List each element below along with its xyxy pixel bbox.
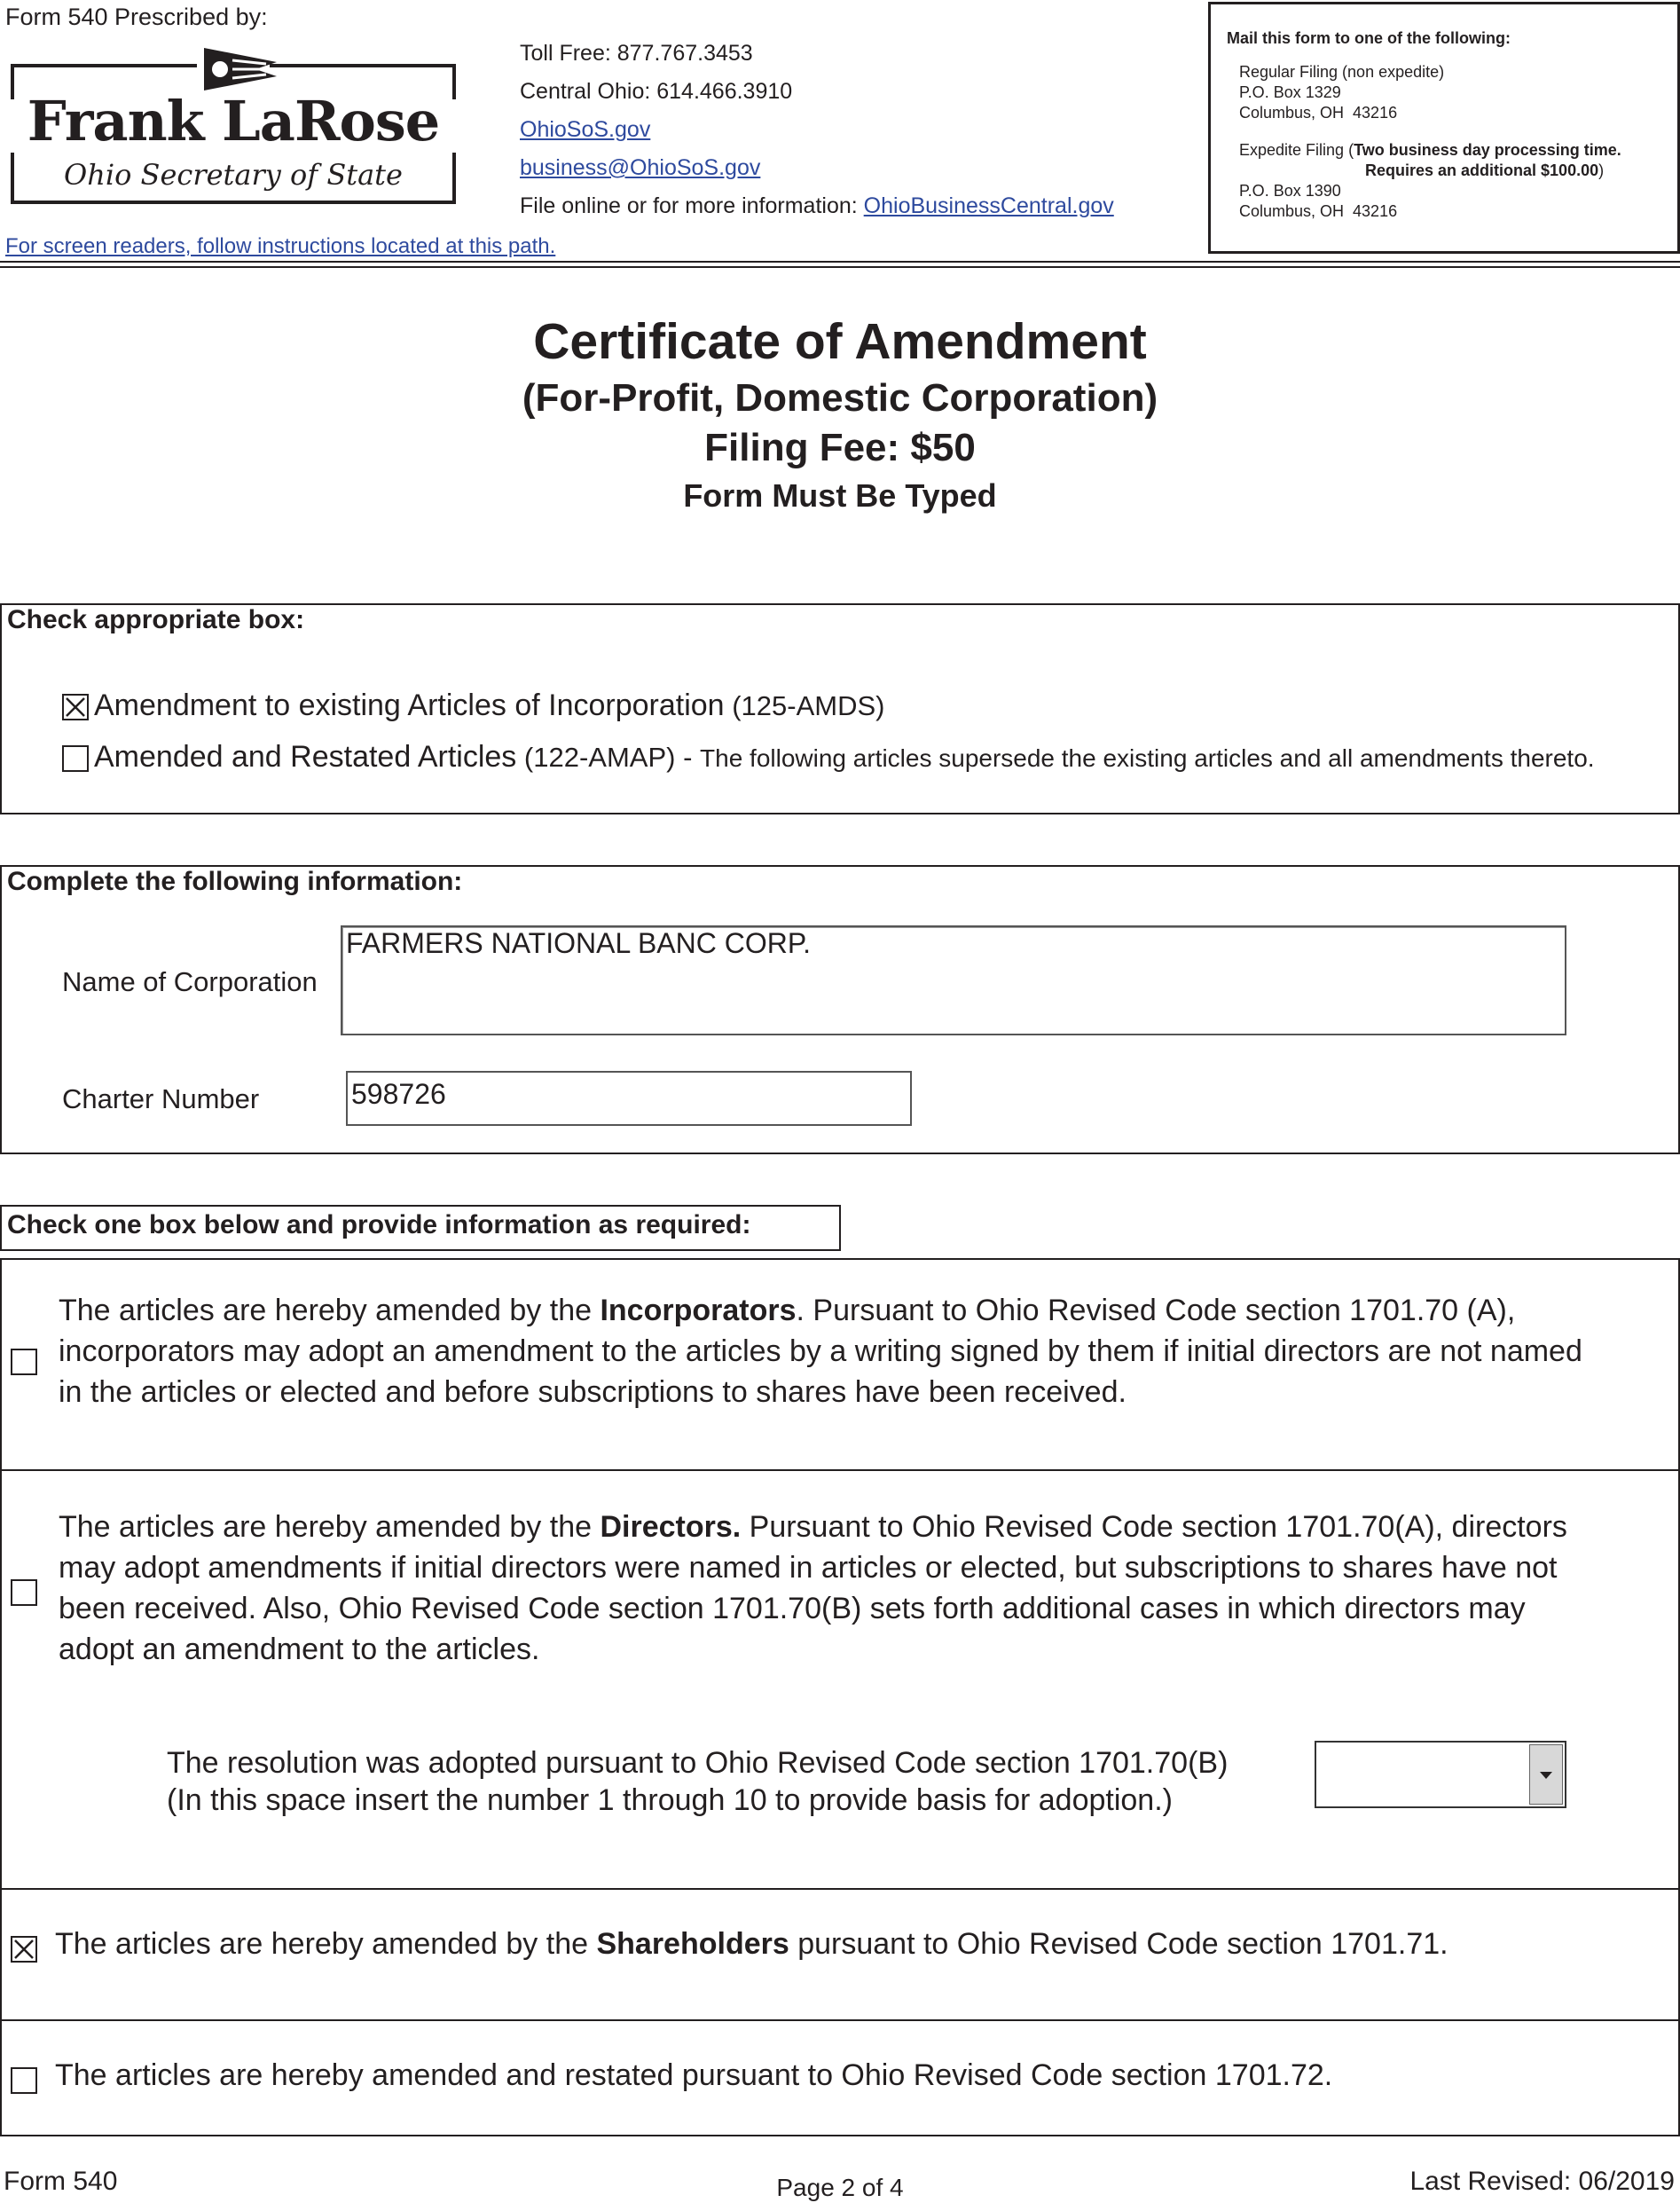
corp-name-field[interactable]: FARMERS NATIONAL BANC CORP.: [341, 925, 1566, 1035]
amendment-code: (125-AMDS): [724, 690, 885, 721]
regular-label: Regular Filing (non expedite): [1239, 63, 1445, 81]
typed-note: Form Must Be Typed: [683, 477, 997, 514]
restated-label: Amended and Restated Articles: [94, 740, 517, 774]
charter-number-field[interactable]: 598726: [346, 1071, 912, 1126]
incorp-post: . Pursuant to Ohio Revised Code section 1701.70 (A), incorporators may adopt an amendment to the articles by a writing signed by them if initial directors are not named in the articles or elected and before subscriptions to shares have been received.: [59, 1294, 1582, 1409]
amendment-checkbox[interactable]: [62, 694, 89, 720]
expedite-box: P.O. Box 1390: [1239, 182, 1341, 200]
expedite-suffix: ): [1598, 161, 1605, 179]
file-online: [520, 193, 1114, 219]
check-x-icon: [12, 1938, 35, 1961]
dropdown-button[interactable]: [1529, 1744, 1563, 1805]
prescribed-by: Form 540 Prescribed by:: [5, 4, 268, 30]
resolution-line-2: (In this space insert the number 1 through 10 to provide basis for adoption.): [167, 1783, 1173, 1817]
logo-name: Frank LaRose: [27, 89, 440, 153]
toll-free: Toll Free: 877.767.3453: [520, 41, 753, 66]
charter-label: Charter Number: [62, 1083, 260, 1114]
check-x-icon: [64, 696, 87, 719]
logo-title: Ohio Secretary of State: [64, 158, 403, 192]
expedite-city: Columbus, OH 43216: [1239, 202, 1398, 220]
regular-box: P.O. Box 1329: [1239, 83, 1341, 101]
corp-name-label: Name of Corporation: [62, 966, 318, 997]
footer-revised: Last Revised: 06/2019: [1409, 2167, 1675, 2196]
email-link[interactable]: business@OhioSoS.gov: [520, 155, 761, 180]
amend-heading: Check one box below and provide information as required:: [7, 1210, 751, 1239]
mail-box: [1208, 2, 1680, 254]
incorporators-text: [59, 1290, 1584, 1412]
dir-post: Pursuant to Ohio Revised Code section 1701.70(A), directors may adopt amendments if initial directors were named in articles or elected, but subscriptions to shares have not been received. Also, Ohio Revised Code section 1701.70(B) sets forth additional cases in which directors may adopt an amendment to the articles.: [59, 1510, 1567, 1666]
amendment-option: [94, 688, 884, 723]
dir-pre: The articles are hereby amended by the: [59, 1510, 601, 1544]
expedite-bold: Two business day processing time.: [1354, 141, 1621, 159]
page-title: Certificate of Amendment: [533, 313, 1147, 370]
directors-text: [59, 1507, 1584, 1670]
header-rule-2: [0, 266, 1680, 268]
expedite-label: [1239, 141, 1621, 160]
amend-section: [0, 1258, 1680, 2136]
header-rule: [0, 261, 1680, 263]
restated-checkbox[interactable]: [62, 745, 89, 772]
footer-form: Form 540: [4, 2167, 118, 2196]
file-online-text: File online or for more information:: [520, 193, 864, 218]
incorp-pre: The articles are hereby amended by the: [59, 1294, 601, 1327]
restated-amend-text: The articles are hereby amended and restated pursuant to Ohio Revised Code section 1701.72.: [55, 2058, 1333, 2092]
directors-checkbox[interactable]: [11, 1579, 37, 1606]
screen-reader-link[interactable]: For screen readers, follow instructions located at this path.: [5, 234, 556, 258]
shareholders-checkbox[interactable]: [11, 1936, 37, 1963]
dir-bold: Directors.: [600, 1510, 742, 1544]
regular-city: Columbus, OH 43216: [1239, 104, 1398, 122]
info-heading: Complete the following information:: [7, 867, 463, 896]
sos-logo: [11, 43, 456, 216]
check-box-section: [0, 603, 1680, 814]
expedite-bold-2: Requires an additional $100.00: [1365, 161, 1599, 179]
restated-note: The following articles supersede the existing articles and all amendments thereto.: [700, 744, 1595, 772]
restated-option: [94, 740, 1595, 775]
page-subtitle: (For-Profit, Domestic Corporation): [522, 376, 1158, 420]
business-central-link[interactable]: OhioBusinessCentral.gov: [863, 193, 1114, 218]
footer-page: Page 2 of 4: [776, 2174, 904, 2201]
restated-code: (122-AMAP) -: [516, 742, 701, 773]
mail-title: Mail this form to one of the following:: [1227, 29, 1511, 47]
amend-heading-box: [0, 1205, 841, 1251]
expedite-prefix: Expedite Filing (: [1239, 141, 1354, 159]
central-ohio: Central Ohio: 614.466.3910: [520, 79, 793, 104]
filing-fee: Filing Fee: $50: [704, 426, 976, 469]
shareholders-text: [55, 1927, 1448, 1962]
restated-amend-checkbox[interactable]: [11, 2067, 37, 2094]
resolution-select[interactable]: [1315, 1741, 1566, 1808]
check-heading: Check appropriate box:: [7, 605, 305, 634]
share-pre: The articles are hereby amended by the: [55, 1927, 597, 1961]
incorp-bold: Incorporators: [600, 1294, 797, 1327]
chevron-down-icon: [1530, 1745, 1562, 1804]
amendment-label: Amendment to existing Articles of Incorporation: [94, 688, 725, 722]
share-bold: Shareholders: [596, 1927, 789, 1961]
incorporators-checkbox[interactable]: [11, 1349, 37, 1375]
info-section: [0, 865, 1680, 1154]
expedite-label-2: [1365, 161, 1604, 180]
share-post: pursuant to Ohio Revised Code section 1701.71.: [789, 1927, 1448, 1961]
resolution-line-1: The resolution was adopted pursuant to Ohio Revised Code section 1701.70(B): [167, 1746, 1229, 1780]
website-link[interactable]: OhioSoS.gov: [520, 117, 651, 142]
